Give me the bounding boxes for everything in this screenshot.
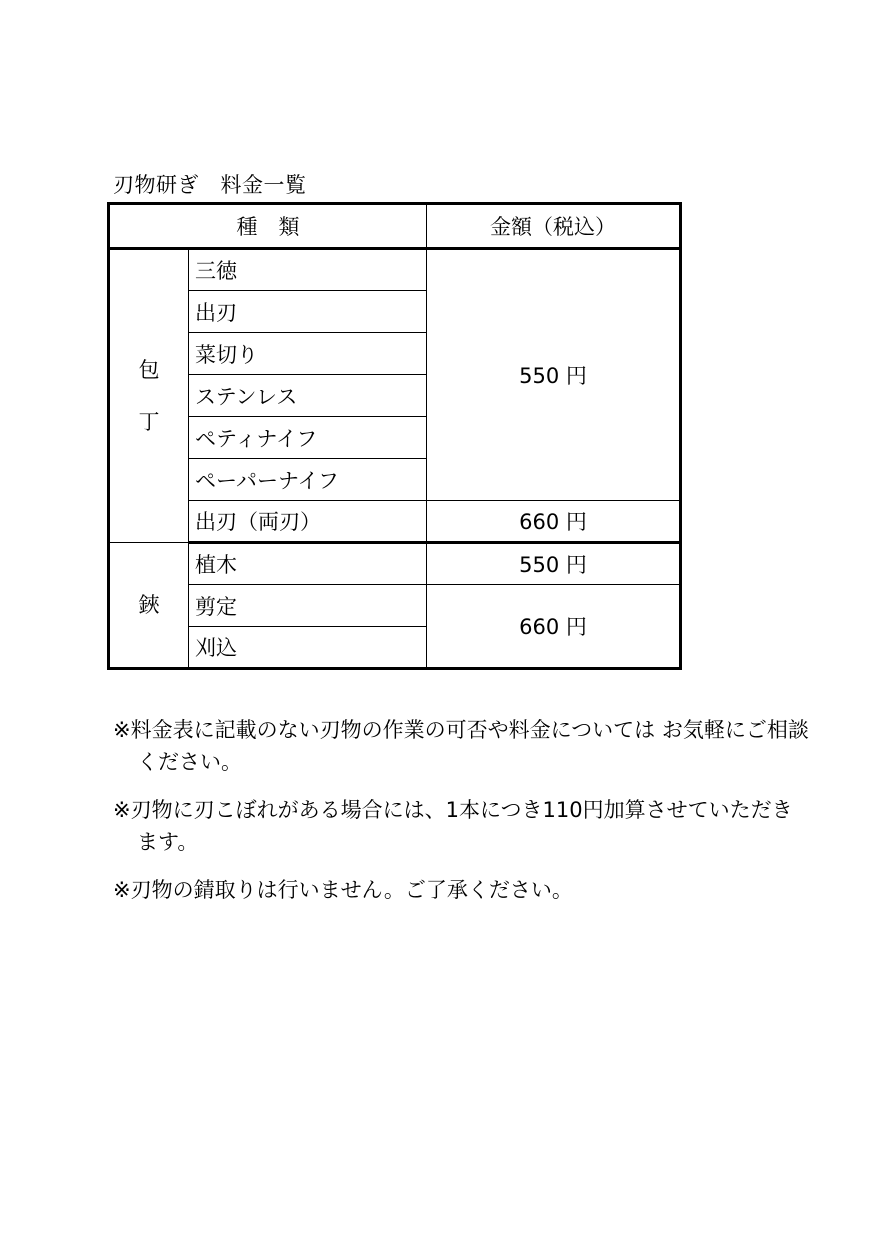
table-row: [109, 501, 681, 543]
header-type: 種 類: [109, 204, 427, 249]
header-price: 金額（税込）: [427, 204, 681, 249]
item-cell: 刈込: [189, 627, 427, 669]
page-title: 刃物研ぎ 料金一覧: [113, 173, 307, 197]
price-cell: 550 円: [427, 249, 681, 501]
price-cell: 550 円: [427, 543, 681, 585]
notes: [113, 714, 813, 922]
item-cell: 剪定: [189, 585, 427, 627]
item-cell: 三徳: [189, 249, 427, 291]
item-cell: 出刃（両刃）: [189, 501, 427, 543]
item-cell: ステンレス: [189, 375, 427, 417]
note-item: ※刃物の錆取りは行いません。ご了承ください。: [113, 878, 573, 902]
item-cell: ペーパーナイフ: [189, 459, 427, 501]
item-cell: 植木: [189, 543, 427, 585]
note-item: ※刃物に刃こぼれがある場合には、1本につき110円加算させていただきます。: [113, 798, 793, 854]
table-row: [109, 585, 681, 627]
category-cell-knife: [109, 249, 189, 543]
price-cell: 660 円: [427, 501, 681, 543]
price-table: [107, 202, 682, 670]
table-row: [109, 543, 681, 585]
price-cell: 660 円: [427, 585, 681, 669]
item-cell: ペティナイフ: [189, 417, 427, 459]
item-cell: 出刃: [189, 291, 427, 333]
table-header-row: [109, 204, 681, 249]
category-cell-scissors: 鋏: [109, 543, 189, 669]
note-item: ※料金表に記載のない刃物の作業の可否や料金については お気軽にご相談ください。: [113, 718, 809, 774]
table-row: [109, 249, 681, 291]
item-cell: 菜切り: [189, 333, 427, 375]
category-label: 包丁: [138, 358, 160, 434]
